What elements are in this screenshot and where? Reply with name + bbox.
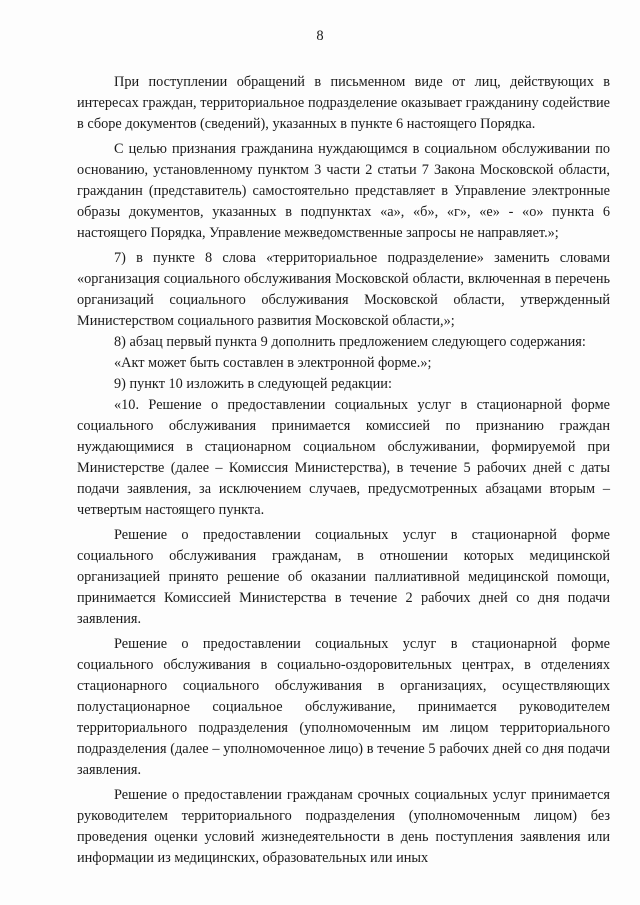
document-body <box>77 72 610 869</box>
paragraph-item-7: 7) в пункте 8 слова «территориальное подразделение» заменить словами «организация социального обслуживания Московской области, включенная в перечень организаций социального обслуживания Московской области, утвержденный Министерством социального развития Московской области,»; <box>77 250 610 329</box>
page-number: 8 <box>316 28 324 44</box>
paragraph-urgent-services: Решение о предоставлении гражданам срочных социальных услуг принимается руководителем территориального подразделения (уполномоченным лицом) без проведения оценки условий жизнедеятельности в день поступления заявления или информации из медицинских, образовательных или иных <box>77 787 610 866</box>
paragraph-palliative: Решение о предоставлении социальных услуг в стационарной форме социального обслуживания гражданам, в отношении которых медицинской организацией принято решение об оказании паллиативной медицинской помощи, принимается Комиссией Министерства в течение 2 рабочих дней со дня подачи заявления. <box>77 527 610 627</box>
paragraph-recognition: С целью признания гражданина нуждающимся в социальном обслуживании по основанию, установленному пунктом 3 части 2 статьи 7 Закона Московской области, гражданин (представитель) самостоятельно представляет в Управление электронные образы документов, указанных в подпунктах «а», «б», «г», «е» - «о» пункта 6 настоящего Порядка, Управление межведомственные запросы не направляет.»; <box>77 141 610 241</box>
paragraph-assistance: При поступлении обращений в письменном виде от лиц, действующих в интересах граждан, территориальное подразделение оказывает гражданину содействие в сборе документов (сведений), указанных в пункте 6 настоящего Порядка. <box>77 74 610 132</box>
paragraph-item-8: 8) абзац первый пункта 9 дополнить предложением следующего содержания: <box>114 334 586 350</box>
paragraph-item-9: 9) пункт 10 изложить в следующей редакции: <box>114 376 392 392</box>
paragraph-act-electronic: «Акт может быть составлен в электронной форме.»; <box>114 355 432 371</box>
paragraph-semi-stationary: Решение о предоставлении социальных услуг в стационарной форме социального обслуживания в социально-оздоровительных центрах, в отделениях стационарного социального обслуживания в организациях, осуществляющих полустационарное социальное обслуживание, принимается руководителем территориального подразделения (уполномоченным им лицом территориального подразделения (далее – уполномоченное лицо) в течение 5 рабочих дней со дня подачи заявления. <box>77 636 610 778</box>
paragraph-point-10: «10. Решение о предоставлении социальных услуг в стационарной форме социального обслуживания принимается комиссией по признанию граждан нуждающимися в стационарном социальном обслуживании, формируемой при Министерстве (далее – Комиссия Министерства), в течение 5 рабочих дней с даты подачи заявления, за исключением случаев, предусмотренных абзацами вторым – четвертым настоящего пункта. <box>77 397 610 518</box>
